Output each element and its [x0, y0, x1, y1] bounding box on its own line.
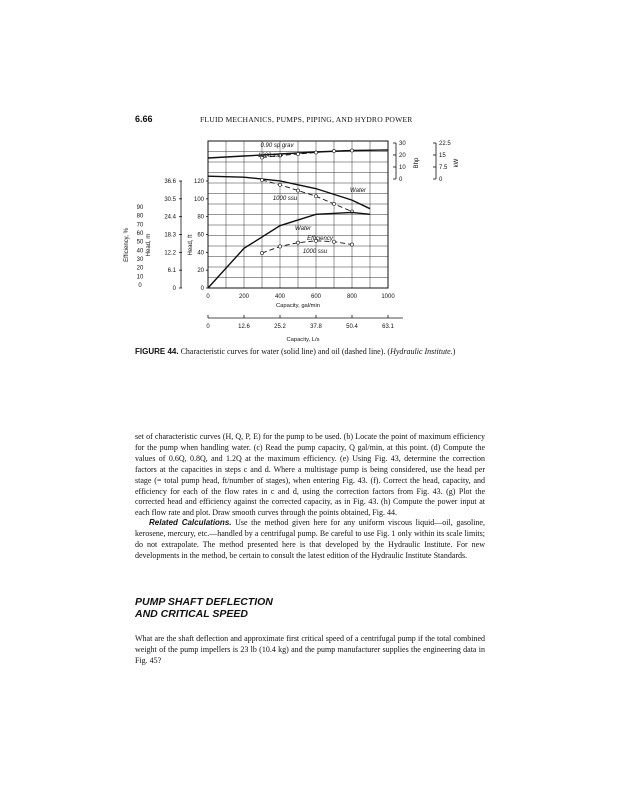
kw-tick-label: 22.5 [439, 141, 451, 147]
head-ft-tick-label: 0 [200, 286, 204, 292]
head-ft-tick-label: 80 [197, 214, 204, 221]
bhp-tick-label: 10 [399, 165, 406, 171]
x-tick-label: 800 [346, 294, 358, 300]
x-tick-label: 600 [310, 294, 322, 300]
efficiency-tick-label: 0 [138, 283, 142, 289]
chart-annotation: Efficiency [307, 236, 333, 242]
head-ft-tick-label: 20 [197, 268, 204, 275]
series-point [314, 195, 317, 198]
series-point [296, 189, 299, 192]
efficiency-tick-label: 80 [136, 213, 144, 220]
series-point [278, 245, 281, 248]
head-m-tick-label: 0 [172, 286, 176, 292]
secondary-x-tick-label: 25.2 [274, 324, 286, 330]
chart-annotation: Water [295, 226, 311, 232]
head-m-tick-label: 18.3 [164, 232, 176, 239]
running-title: FLUID MECHANICS, PUMPS, PIPING, AND HYDRO POWER [200, 115, 413, 124]
series-point [260, 178, 263, 181]
chart-annotation: 0.90 sp grav [260, 143, 294, 149]
kw-tick-label: 15 [439, 153, 446, 159]
caption-end: ) [452, 347, 456, 356]
secondary-x-tick-label: 63.1 [382, 324, 394, 330]
section-title-line-1: PUMP SHAFT DEFLECTION [135, 596, 273, 608]
chart-annotation: 1000 ssu [257, 153, 283, 159]
head-m-tick-label: 36.6 [164, 179, 176, 185]
secondary-x-tick-label: 0 [206, 324, 210, 330]
efficiency-tick-label: 20 [136, 265, 144, 272]
caption-source: Hydraulic Institute. [390, 347, 453, 356]
series-point [332, 240, 335, 243]
efficiency-tick-label: 60 [136, 231, 144, 237]
kw-tick-label: 0 [439, 177, 443, 183]
body-paragraph-1: set of characteristic curves (H, Q, P, E) for the pump to be used. (b) Locate the point of maximum efficiency for the pump when handling water. (c) Read the pump capacity, Q gal/min, at this point. (d) Compute the values of 0.6Q, 0.8Q, and 1.2Q at the maximum efficiency. (e) Using Fig. 43, determine the correction factors at the capacities in steps c and d. Where a multistage pump is being considered, use the head per stage (= total pump head, ft/number of stages), when entering Fig. 43. (f). Correct the head, capacity, and efficiency for each of the flow rates in c and d, using the correction factors from Fig. 43. (g) Plot the corrected head and efficiency against the corrected capacity, as in Fig. 43. (h) Compute the power input at each flow rate and plot. Draw smooth curves through the points obtained, Fig. 44. [135, 432, 485, 518]
x-tick-label: 400 [274, 294, 286, 300]
x-tick-label: 1000 [381, 294, 395, 300]
bhp-tick-label: 0 [399, 177, 403, 183]
x-axis-label: Capacity, gal/min [275, 303, 321, 309]
head-m-axis-label: Head, m [146, 233, 152, 257]
characteristic-curves-chart [124, 135, 470, 343]
series-point [278, 183, 281, 186]
secondary-x-tick-label: 50.4 [346, 324, 358, 330]
head-m-tick-label: 30.5 [164, 196, 176, 203]
head-ft-axis-label: Head, ft [188, 234, 194, 256]
secondary-x-tick-label: 12.6 [238, 324, 250, 330]
caption-text: Characteristic curves for water (solid line) and oil (dashed line). ( [180, 347, 391, 356]
series-point [296, 152, 299, 155]
series-line [208, 212, 370, 288]
series-point [332, 202, 335, 205]
series-point [332, 149, 335, 152]
kw-axis-label: kW [454, 158, 460, 168]
section-title-line-2: AND CRITICAL SPEED [135, 608, 248, 620]
head-ft-tick-label: 60 [197, 232, 204, 239]
secondary-x-tick-label: 37.8 [310, 324, 322, 330]
efficiency-tick-label: 40 [136, 248, 144, 255]
efficiency-tick-label: 90 [136, 205, 144, 211]
efficiency-tick-label: 50 [136, 239, 144, 246]
figure-caption [135, 346, 485, 357]
bhp-tick-label: 20 [399, 153, 406, 159]
series-point [314, 151, 317, 154]
head-m-tick-label: 6.1 [167, 268, 176, 275]
head-m-tick-label: 24.4 [164, 214, 176, 221]
chart-annotation: Water [350, 188, 366, 194]
figure-label: FIGURE 44. [135, 347, 179, 356]
head-m-tick-label: 12.2 [164, 250, 176, 257]
efficiency-tick-label: 30 [136, 257, 144, 263]
bhp-axis-label: Bhp [414, 157, 420, 169]
page-number: 6.66 [135, 114, 153, 124]
body-paragraph-2 [135, 518, 485, 562]
secondary-x-axis-label: Capacity, L/s [286, 337, 320, 343]
bhp-tick-label: 30 [399, 141, 406, 147]
x-tick-label: 200 [238, 294, 250, 300]
head-ft-tick-label: 100 [193, 196, 204, 203]
series-point [350, 243, 353, 246]
x-tick-label: 0 [206, 294, 210, 300]
series-point [350, 149, 353, 152]
chart-annotation: 1000 ssu [302, 249, 328, 255]
efficiency-tick-label: 10 [136, 274, 144, 281]
series-point [296, 241, 299, 244]
kw-tick-label: 7.5 [439, 165, 448, 171]
related-calculations-label: Related Calculations. [149, 518, 232, 527]
section-title [135, 596, 273, 620]
series-point [260, 251, 263, 254]
efficiency-axis-label: Efficiency, % [124, 228, 130, 262]
head-ft-tick-label: 40 [197, 250, 204, 257]
related-calculations-text: Use the method given here for any uniform viscous liquid—oil, gasoline, kerosene, mercury, etc.—handled by a centrifugal pump. Be careful to use Fig. 1 only within its scale limits; do not extrapolate. The method presented here is that developed by the Hydraulic Institute. For new developments in the method, be certain to consult the latest edition of the Hydraulic Institute Standards. [135, 518, 485, 560]
body-paragraph-3: What are the shaft deflection and approximate first critical speed of a centrifugal pump if the total combined weight of the pump impellers is 23 lb (10.4 kg) and the pump manufacturer supplies the engineering data in Fig. 45? [135, 634, 485, 665]
chart-annotation: 1000 ssu [272, 196, 298, 202]
head-ft-tick-label: 120 [193, 179, 204, 185]
efficiency-tick-label: 70 [136, 222, 144, 229]
